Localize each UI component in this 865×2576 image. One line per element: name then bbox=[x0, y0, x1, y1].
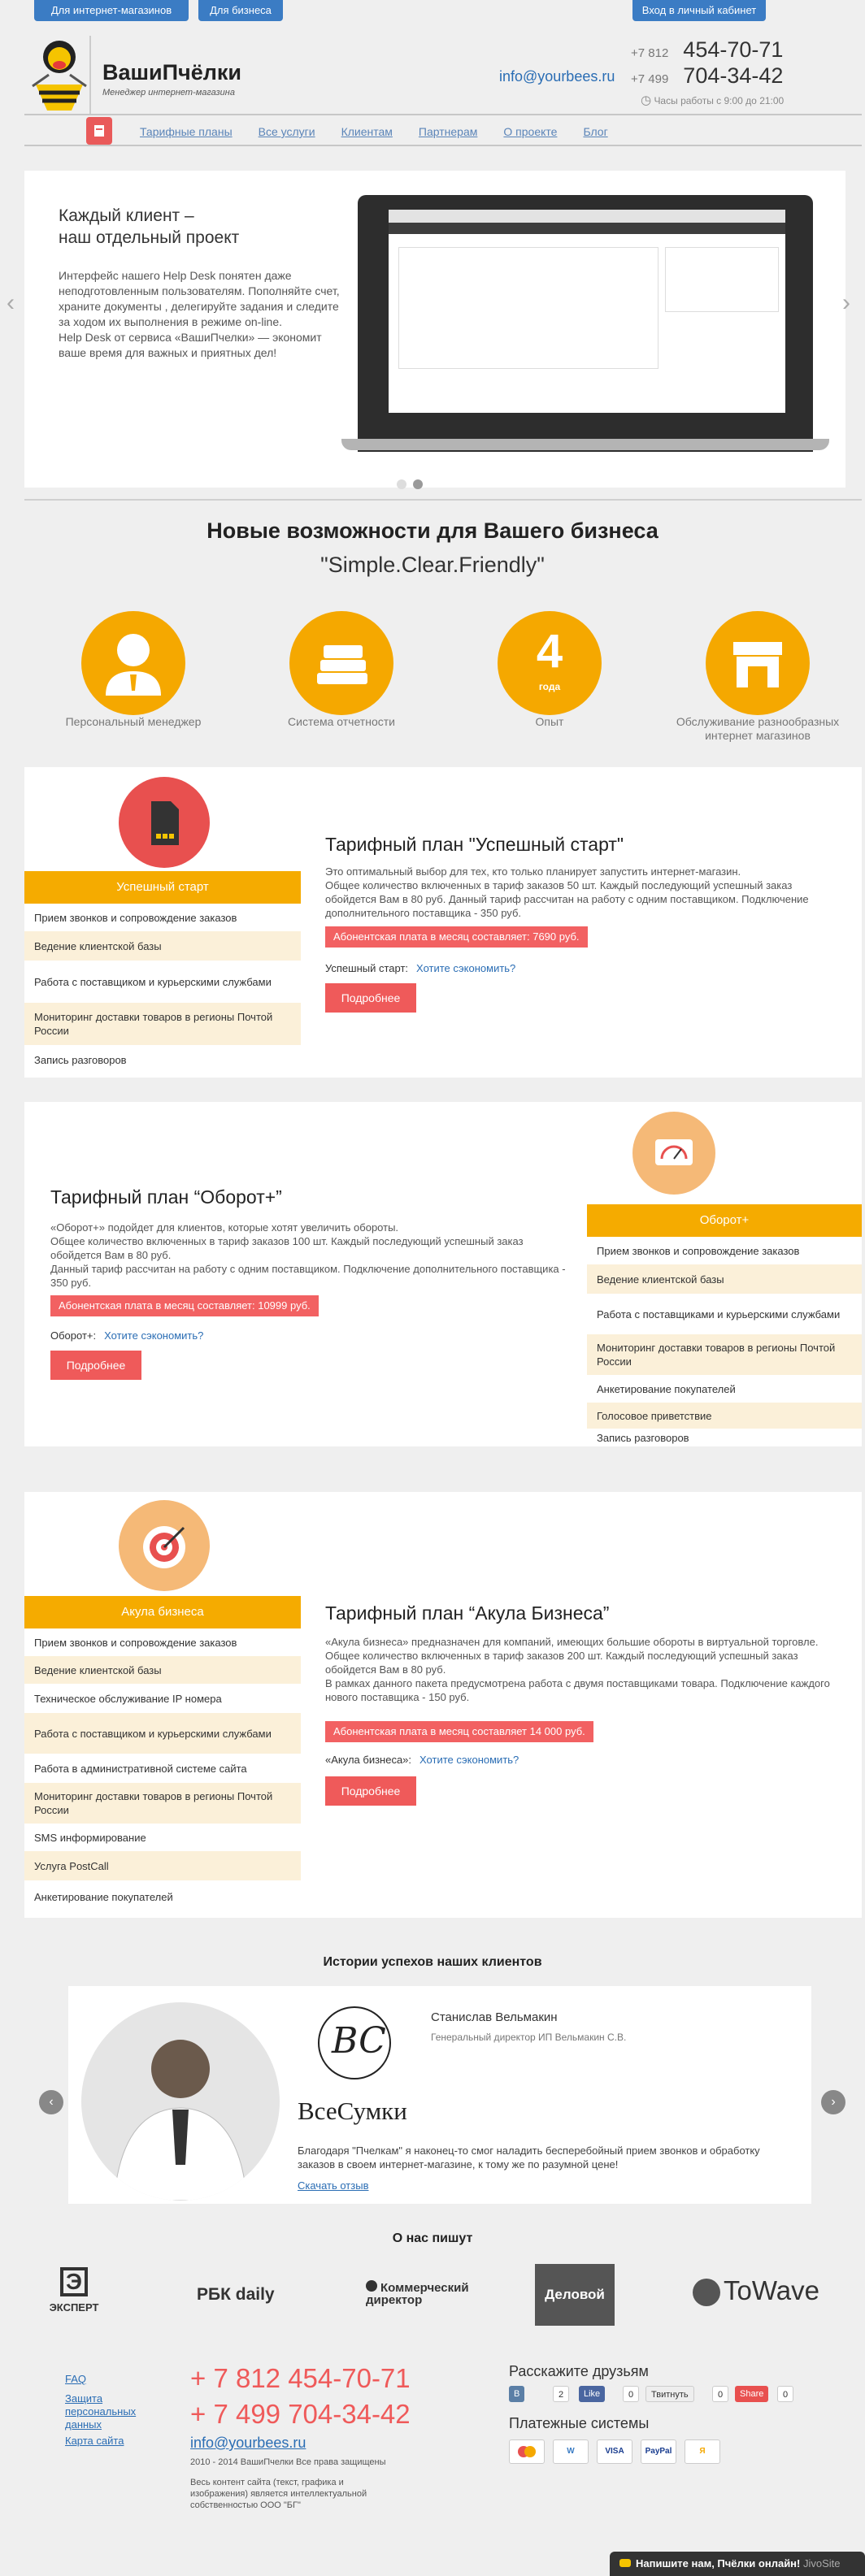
webmoney-icon: W bbox=[553, 2439, 589, 2464]
main-nav bbox=[140, 119, 634, 145]
slider-prev-arrow-icon[interactable]: ‹ bbox=[7, 289, 15, 316]
client-photo bbox=[81, 2002, 280, 2201]
plan-turnover-save: Оборот+: Хотите сэкономить? bbox=[50, 1329, 204, 1342]
logo[interactable] bbox=[24, 36, 268, 114]
plan-turnover-feature-2: Ведение клиентской базы bbox=[587, 1264, 862, 1294]
feature-experience-circle bbox=[498, 611, 602, 715]
tweet-count: 0 bbox=[712, 2386, 728, 2402]
footer-privacy-link[interactable]: Защита персональных данных bbox=[65, 2392, 137, 2431]
mastercard-icon bbox=[509, 2439, 545, 2464]
paypal-icon: PayPal bbox=[641, 2439, 676, 2464]
payments-title: Платежные системы bbox=[509, 2415, 650, 2431]
plan-shark-feature-7: SMS информирование bbox=[34, 1831, 146, 1844]
header-divider bbox=[24, 114, 862, 115]
footer-email-link[interactable]: info@yourbees.ru bbox=[190, 2435, 306, 2451]
logo-divider bbox=[89, 36, 91, 114]
chat-bubble-icon bbox=[619, 2559, 631, 2567]
plan-start-save-link[interactable]: Хотите сэкономить? bbox=[416, 962, 516, 974]
slider-text: Интерфейс нашего Help Desk понятен даже неподготовленным пользователям. Пополняйте счет, храните документы , делегируйте задания и следите за ходом их выполнения в режиме on-line. Help Desk от сервиса «ВашиПчелки» — экономит ваше время для важных и приятных дел! bbox=[59, 269, 340, 359]
vc-monogram-icon bbox=[298, 2006, 411, 2090]
footer-phone-msk[interactable]: + 7 499 704-34-42 bbox=[190, 2399, 411, 2429]
manager-icon bbox=[81, 611, 185, 715]
svg-text:BC: BC bbox=[332, 2020, 386, 2062]
plan-start-save: Успешный старт: Хотите сэкономить? bbox=[325, 962, 516, 974]
plan-shark-title: Тарифный план “Акула Бизнеса” bbox=[325, 1602, 610, 1624]
client-name: Станислав Вельмакин bbox=[431, 2010, 558, 2024]
plan-start-header: Успешный старт bbox=[24, 871, 301, 904]
yandex-money-icon: Я bbox=[685, 2439, 720, 2464]
press-kommersant-logo[interactable]: Коммерческий директор bbox=[366, 2281, 469, 2307]
books-icon bbox=[289, 611, 393, 715]
plan-shark-feature-9: Анкетирование покупателей bbox=[34, 1890, 173, 1903]
feature-manager-circle bbox=[81, 611, 185, 715]
plan-start-desc: Это оптимальный выбор для тех, кто только планирует запустить интернет-магазин. Общее количество включенных в тариф заказов 50 шт. Каждый последующий успешный заказ обойдется Вам в 80 руб. Данный тариф рассчитан на работу с одним поставщиком. Подключение дополнительного поставщика - 350 руб. bbox=[325, 865, 809, 919]
features-subtitle: "Simple.Clear.Friendly" bbox=[320, 553, 545, 577]
share-count: 0 bbox=[777, 2386, 793, 2402]
plan-turnover-feature-7: Запись разговоров bbox=[597, 1431, 689, 1444]
cabinet-login-button[interactable]: Вход в личный кабинет bbox=[632, 0, 766, 21]
press-expert-logo[interactable]: Э ЭКСПЕРТ bbox=[49, 2269, 99, 2314]
nav-tariffs[interactable]: Тарифные планы bbox=[140, 125, 233, 138]
plan-turnover-feature-6: Голосовое приветствие bbox=[587, 1403, 862, 1429]
vk-share-button[interactable]: B bbox=[509, 2386, 524, 2402]
header-email-link[interactable]: info@yourbees.ru bbox=[499, 68, 615, 85]
feature-shops-label: Обслуживание разнообразных интернет магазинов bbox=[676, 715, 840, 742]
person-portrait-icon bbox=[81, 2002, 280, 2201]
plan-start-price: Абонентская плата в месяц составляет: 7690 руб. bbox=[325, 926, 588, 948]
logo-tagline: Менеджер интернет-магазина bbox=[102, 88, 235, 98]
feature-manager-label: Персональный менеджер bbox=[65, 715, 202, 728]
plan-start-more-button[interactable]: Подробнее bbox=[325, 983, 416, 1013]
phone-spb[interactable]: +7 812 454-70-71 bbox=[631, 37, 784, 62]
feature-experience-label: Опыт bbox=[535, 715, 564, 728]
nav-blog[interactable]: Блог bbox=[583, 125, 608, 138]
fb-like-button[interactable]: Like bbox=[579, 2386, 605, 2402]
kd-circle-icon bbox=[366, 2280, 377, 2292]
press-rbc-logo[interactable]: РБК daily bbox=[197, 2285, 275, 2304]
vsesumki-logo bbox=[298, 2006, 411, 2090]
feature-reports-label: Система отчетности bbox=[288, 715, 395, 728]
tweet-button[interactable]: Твитнуть bbox=[645, 2386, 694, 2402]
shop-icon bbox=[706, 611, 810, 715]
footer-sitemap-link[interactable]: Карта сайта bbox=[65, 2435, 124, 2447]
plan-shark-feature-6: Мониторинг доставки товаров в регионы Почтой России bbox=[24, 1783, 301, 1824]
plan-shark-feature-5: Работа в административной системе сайта bbox=[34, 1762, 247, 1775]
brand-name: ВсеСумки bbox=[298, 2097, 407, 2125]
plan-start-feature-2: Ведение клиентской базы bbox=[24, 931, 301, 961]
phone-msk[interactable]: +7 499 704-34-42 bbox=[631, 63, 784, 88]
footer-rights: Весь контент сайта (текст, графика и изображения) является интеллектуальной собственностью ООО "БГ" bbox=[190, 2478, 367, 2510]
nav-about[interactable]: О проекте bbox=[503, 125, 558, 138]
feature-shops-circle bbox=[706, 611, 810, 715]
nav-partners[interactable]: Партнерам bbox=[418, 125, 478, 138]
plan-shark-feature-3: Техническое обслуживание IP номера bbox=[34, 1692, 222, 1705]
sim-card-icon bbox=[119, 777, 210, 868]
plan-turnover-icon-circle bbox=[632, 1112, 715, 1195]
plan-shark-feature-8: Услуга PostCall bbox=[24, 1851, 301, 1880]
press-towave-logo[interactable]: ToWave bbox=[693, 2275, 819, 2306]
plan-turnover-feature-1: Прием звонков и сопровождение заказов bbox=[597, 1244, 800, 1257]
nav-clients[interactable]: Клиентам bbox=[341, 125, 393, 138]
bee-mascot-icon bbox=[24, 36, 94, 114]
slider-title: Каждый клиент – наш отдельный проект bbox=[59, 206, 240, 247]
laptop-screen-image bbox=[389, 210, 785, 413]
slider-next-arrow-icon[interactable]: › bbox=[842, 289, 850, 316]
plan-shark-save: «Акула бизнеса»: Хотите сэкономить? bbox=[325, 1754, 519, 1766]
slider-dot-2[interactable] bbox=[413, 479, 423, 489]
business-button[interactable]: Для бизнеса bbox=[198, 0, 283, 21]
plan-start-icon-circle bbox=[119, 777, 210, 868]
share-title: Расскажите друзьям bbox=[509, 2363, 649, 2379]
nav-services[interactable]: Все услуги bbox=[258, 125, 315, 138]
plan-turnover-feature-3: Работа с поставщиками и курьерскими службами bbox=[597, 1308, 841, 1321]
gauge-icon bbox=[632, 1112, 715, 1195]
story-prev-arrow-icon[interactable]: ‹ bbox=[39, 2090, 63, 2114]
client-role: Генеральный директор ИП Вельмакин С.В. bbox=[431, 2032, 627, 2043]
plan-start-feature-3: Работа с поставщиком и курьерскими службами bbox=[34, 975, 272, 988]
plan-turnover-title: Тарифный план “Оборот+” bbox=[50, 1186, 282, 1208]
plan-shark-icon-circle bbox=[119, 1500, 210, 1591]
plan-shark-save-link[interactable]: Хотите сэкономить? bbox=[419, 1754, 519, 1766]
story-next-arrow-icon[interactable]: › bbox=[821, 2090, 845, 2114]
laptop-base bbox=[341, 439, 829, 450]
experience-number: 4 bbox=[536, 625, 563, 678]
logo-name: ВашиПчёлки bbox=[102, 60, 241, 85]
slider-divider bbox=[24, 499, 862, 501]
plan-shark-feature-4: Работа с поставщиком и курьерскими службами bbox=[24, 1713, 301, 1754]
plan-turnover-save-link[interactable]: Хотите сэкономить? bbox=[104, 1329, 204, 1342]
home-button[interactable] bbox=[86, 117, 112, 145]
plan-shark-desc: «Акула бизнеса» предназначен для компаний, имеющих большие обороты в виртуальной торговле. Общее количество включенных в тариф заказов 200 шт. Каждый последующий успешный заказ обойдется Вам в 80 руб. В рамках данного пакета предусмотрена работа с двумя поставщиками товара. Подключение каждого нового поставщика - 150 руб. bbox=[325, 1636, 830, 1703]
plan-shark-price: Абонентская плата в месяц составляет 14 000 руб. bbox=[325, 1721, 593, 1742]
plan-start-feature-1: Прием звонков и сопровождение заказов bbox=[34, 911, 237, 924]
home-icon bbox=[86, 117, 112, 145]
feature-reports-circle bbox=[289, 611, 393, 715]
slider-dot-1[interactable] bbox=[397, 479, 406, 489]
plan-turnover-price: Абонентская плата в месяц составляет: 10999 руб. bbox=[50, 1295, 319, 1316]
plan-turnover-feature-5: Анкетирование покупателей bbox=[597, 1382, 736, 1395]
footer-phone-spb[interactable]: + 7 812 454-70-71 bbox=[190, 2363, 411, 2393]
plan-shark-feature-2: Ведение клиентской базы bbox=[24, 1656, 301, 1684]
plan-turnover-feature-4: Мониторинг доставки товаров в регионы Почтой России bbox=[587, 1334, 862, 1375]
footer-faq-link[interactable]: FAQ bbox=[65, 2373, 87, 2385]
footer-copyright: 2010 - 2014 ВашиПчелки Все права защищены bbox=[190, 2457, 386, 2467]
nav-divider bbox=[24, 145, 862, 146]
plan-turnover-desc: «Оборот+» подойдет для клиентов, которые хотят увеличить обороты. Общее количество включенных в тариф заказов 100 шт. Каждый последующий успешный заказ обойдется Вам в 80 руб. Данный тариф рассчитан на работу с одним поставщиком. Подключение дополнительного поставщика - 350 руб. bbox=[50, 1221, 566, 1289]
plan-start-feature-4: Мониторинг доставки товаров в регионы Почтой России bbox=[24, 1003, 301, 1045]
plan-turnover-header: Оборот+ bbox=[587, 1204, 862, 1237]
towave-circle-icon bbox=[693, 2279, 720, 2306]
visa-icon: VISA bbox=[597, 2439, 632, 2464]
plan-shark-feature-1: Прием звонков и сопровождение заказов bbox=[34, 1636, 237, 1649]
chat-widget[interactable]: Напишите нам, Пчёлки онлайн! JivoSite bbox=[610, 2552, 865, 2576]
stories-title: Истории успехов наших клиентов bbox=[323, 1955, 542, 1969]
share-button[interactable]: Share bbox=[735, 2386, 768, 2402]
plan-shark-more-button[interactable]: Подробнее bbox=[325, 1776, 416, 1806]
plan-start-feature-5: Запись разговоров bbox=[34, 1053, 127, 1066]
press-delovoy-logo[interactable]: Деловой bbox=[535, 2264, 615, 2326]
download-review-link[interactable]: Скачать отзыв bbox=[298, 2179, 369, 2192]
experience-unit: года bbox=[538, 681, 561, 692]
features-title: Новые возможности для Вашего бизнеса bbox=[206, 518, 659, 543]
target-icon bbox=[119, 1500, 210, 1591]
plan-start-title: Тарифный план "Успешный старт" bbox=[325, 834, 624, 855]
press-title: О нас пишут bbox=[392, 2231, 473, 2245]
work-hours: ◷ Часы работы с 9:00 до 21:00 bbox=[641, 93, 785, 107]
plan-turnover-more-button[interactable]: Подробнее bbox=[50, 1351, 141, 1380]
clock-icon: ◷ bbox=[641, 93, 652, 107]
plan-shark-header: Акула бизнеса bbox=[24, 1596, 301, 1628]
testimonial-text: Благодаря "Пчелкам" я наконец-то смог наладить бесперебойный прием звонков и обработку заказов в своем интернет-магазине, к тому же по разумной цене! bbox=[298, 2144, 760, 2171]
vk-count: 2 bbox=[553, 2386, 569, 2402]
fb-count: 0 bbox=[623, 2386, 639, 2402]
shops-button[interactable]: Для интернет-магазинов bbox=[34, 0, 189, 21]
